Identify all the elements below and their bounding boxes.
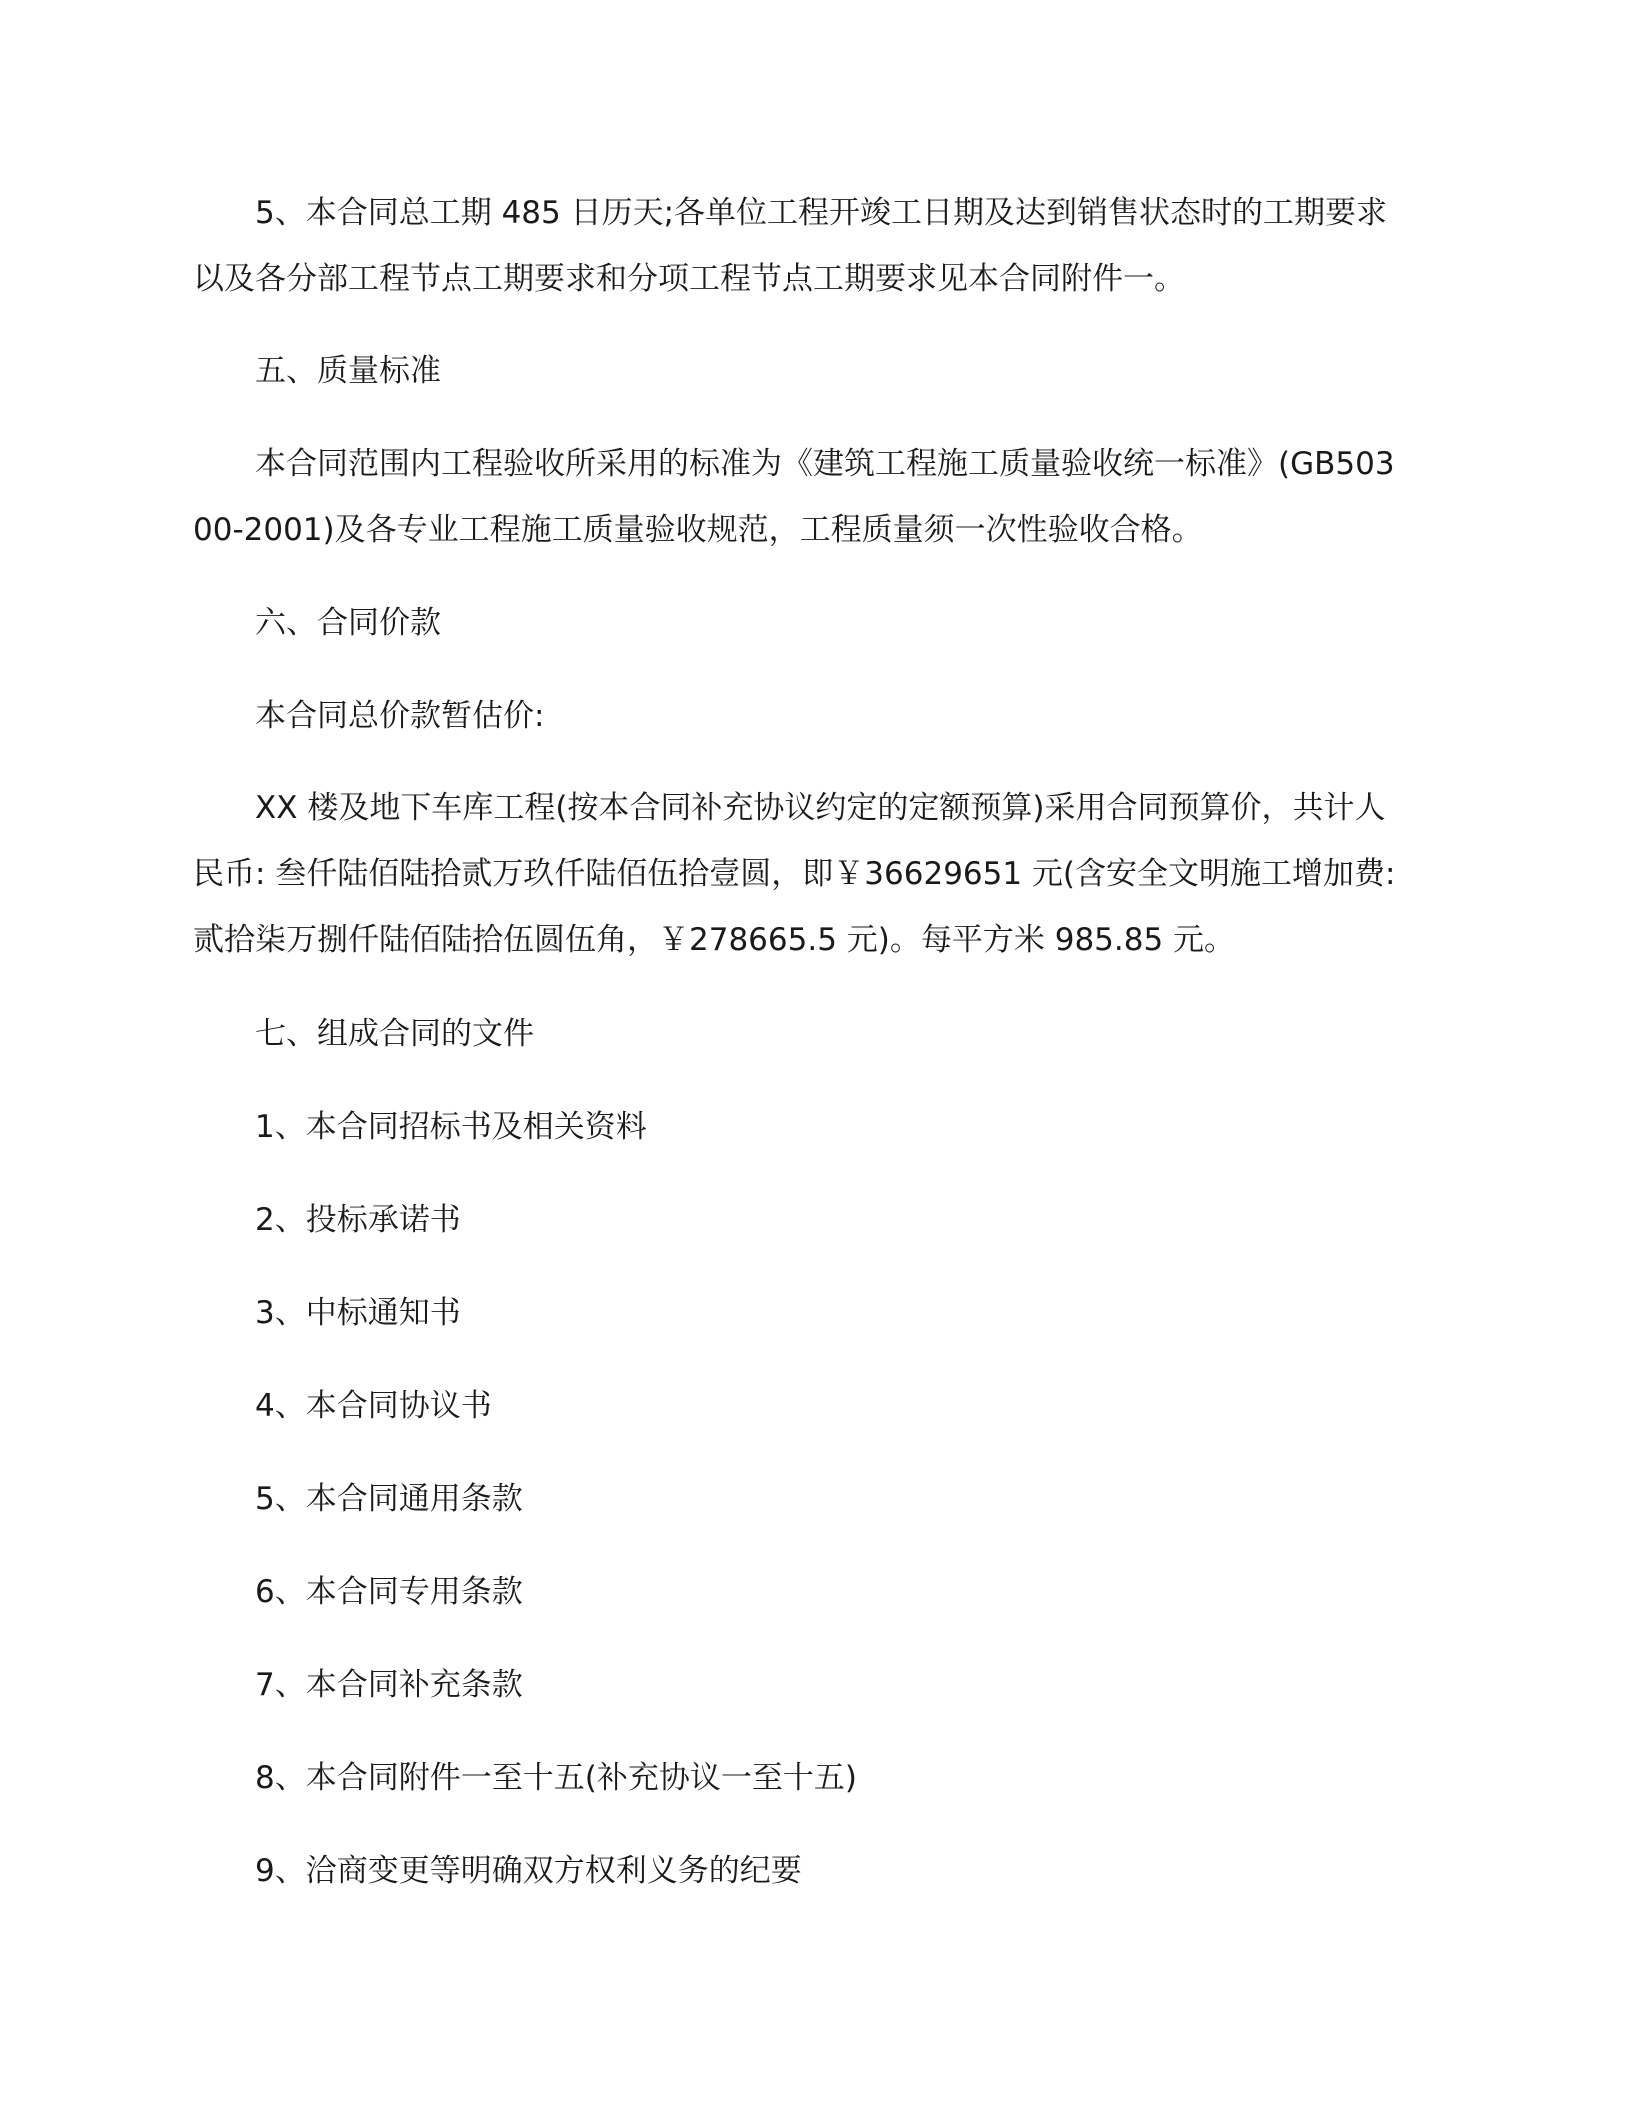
list-item: 4、本合同协议书	[255, 1388, 492, 1424]
list-item: 8、本合同附件一至十五(补充协议一至十五)	[255, 1760, 857, 1796]
section-heading-price: 六、合同价款	[255, 605, 441, 641]
section-heading-contract-documents: 七、组成合同的文件	[255, 1016, 534, 1052]
list-item: 3、中标通知书	[255, 1295, 461, 1331]
list-item: 1、本合同招标书及相关资料	[255, 1109, 647, 1145]
section-heading-quality: 五、质量标准	[255, 353, 441, 389]
schedule-paragraph: 5、本合同总工期 485 日历天;各单位工程开竣工日期及达到销售状态时的工期要求以及各分部工程节点工期要求和分项工程节点工期要求见本合同附件一。	[193, 195, 1388, 297]
list-item: 7、本合同补充条款	[255, 1667, 523, 1703]
list-item: 6、本合同专用条款	[255, 1574, 523, 1610]
list-item: 2、投标承诺书	[255, 1202, 461, 1238]
list-item: 5、本合同通用条款	[255, 1481, 523, 1517]
price-detail-paragraph: XX 楼及地下车库工程(按本合同补充协议约定的定额预算)采用合同预算价，共计人民币: 叁仟陆佰陆拾贰万玖仟陆佰伍拾壹圆，即￥36629651 元(含安全文明施工增加费:贰拾柒万捌仟陆佰陆拾伍圆伍角，￥278665.5 元)。每平方米 985.85 元。	[193, 790, 1396, 958]
list-item: 9、洽商变更等明确双方权利义务的纪要	[255, 1853, 802, 1889]
price-intro-paragraph: 本合同总价款暂估价:	[255, 698, 545, 734]
quality-paragraph: 本合同范围内工程验收所采用的标准为《建筑工程施工质量验收统一标准》(GB50300-2001)及各专业工程施工质量验收规范，工程质量须一次性验收合格。	[193, 446, 1395, 548]
